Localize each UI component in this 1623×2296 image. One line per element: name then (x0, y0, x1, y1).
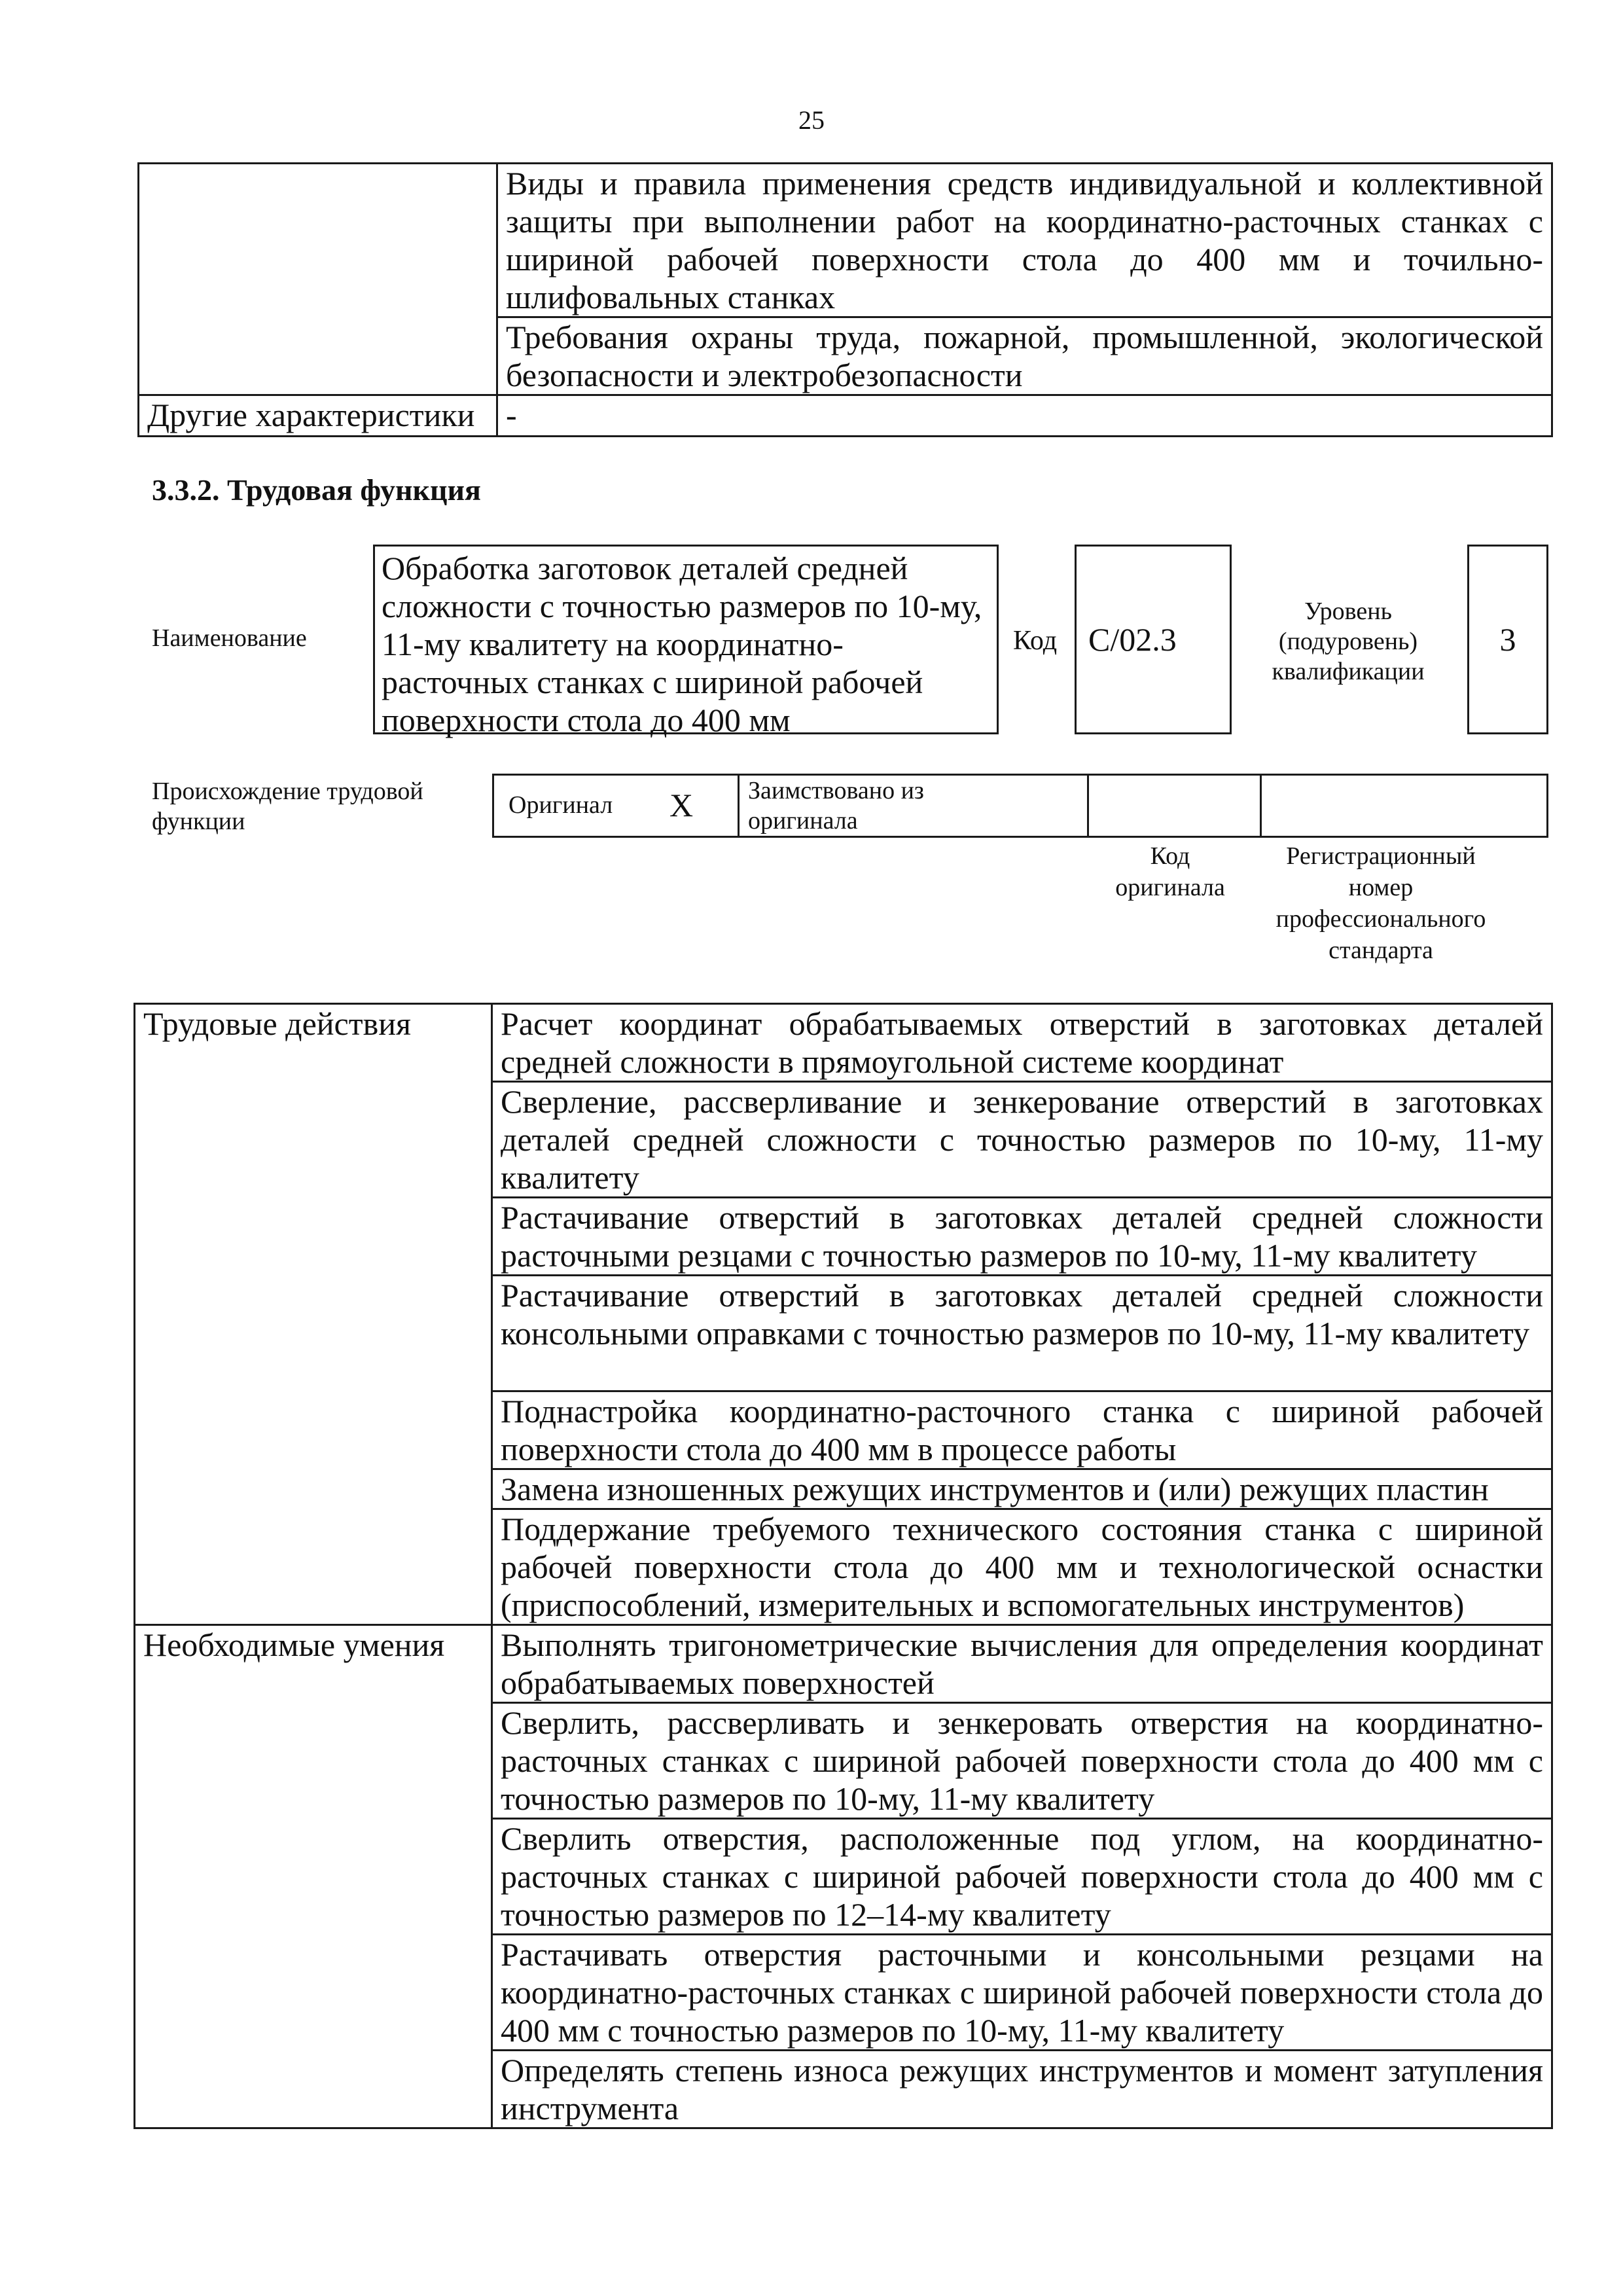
table-row (139, 395, 1552, 437)
name-value-box (373, 545, 999, 738)
reg-number-caption: Регистрационный номер профессионального стандарта (1275, 842, 1486, 964)
list-item: Замена изношенных режущих инструментов и (или) режущих пластин (492, 1469, 1552, 1509)
code-value-box (1075, 545, 1232, 734)
code-value: С/02.3 (1088, 621, 1177, 658)
list-item: Сверлить, рассверливать и зенкеровать отверстия на координатно-расточных станках с шириной рабочей поверхности стола до 400 мм с точностью размеров по 10-му, 11-му квалитету (492, 1703, 1552, 1819)
list-item: Растачивание отверстий в заготовках деталей средней сложности расточными резцами с точностью размеров по 10-му, 11-му квалитету (492, 1198, 1552, 1276)
name-value: Обработка заготовок деталей средней сложности с точностью размеров по 10-му, 11-му квалитету на координатно-расточных станках с шириной рабочей поверхности стола до 400 мм (382, 550, 982, 738)
list-item: Сверление, рассверливание и зенкерование отверстий в заготовках деталей средней сложности с точностью размеров по 10-му, 11-му квалитету (492, 1082, 1552, 1198)
list-item: Растачивание отверстий в заготовках деталей средней сложности консольными оправками с точностью размеров по 10-му, 11-му квалитету (492, 1276, 1552, 1391)
origin-label: Происхождение трудовой функции (152, 778, 423, 835)
page-number: 25 (798, 105, 825, 135)
table-row (135, 1625, 1552, 1703)
main-table (134, 1003, 1553, 2129)
top-table (137, 162, 1553, 437)
code-original-caption: Код оригинала (1115, 842, 1225, 901)
row-value: - (497, 395, 1552, 437)
section-heading: 3.3.2. Трудовая функция (152, 473, 481, 507)
table-row (139, 164, 1552, 317)
origin-row (492, 774, 1548, 838)
level-value: 3 (1499, 621, 1516, 658)
table-row (135, 1004, 1552, 1082)
list-item: Выполнять тригонометрические вычисления для определения координат обрабатываемых поверхностей (492, 1625, 1552, 1703)
list-item: Поддержание требуемого технического состояния станка с шириной рабочей поверхности стола до 400 мм и технологической оснастки (приспособлений, измерительных и вспомогательных инструментов) (492, 1509, 1552, 1625)
section-label: Трудовые действия (135, 1004, 492, 1625)
section-label: Необходимые умения (135, 1625, 492, 2128)
name-label: Наименование (152, 624, 307, 652)
row-label (139, 164, 497, 395)
original-mark: X (669, 787, 694, 823)
original-label: Оригинал (508, 791, 613, 819)
row-label: Другие характеристики (139, 395, 497, 437)
list-item: Определять степень износа режущих инструментов и момент затупления инструмента (492, 2051, 1552, 2128)
code-label: Код (1013, 626, 1058, 656)
list-item: Сверлить отверстия, расположенные под углом, на координатно-расточных станках с шириной рабочей поверхности стола до 400 мм с точностью размеров по 12–14-му квалитету (492, 1819, 1552, 1935)
level-label: Уровень (подуровень) квалификации (1272, 598, 1425, 685)
row-value: Требования охраны труда, пожарной, промышленной, экологической безопасности и электробезопасности (497, 317, 1552, 395)
row-value: Виды и правила применения средств индивидуальной и коллективной защиты при выполнении работ на координатно-расточных станках с шириной рабочей поверхности стола до 400 мм и точильно-шлифовальных станках (497, 164, 1552, 317)
list-item: Растачивать отверстия расточными и консольными резцами на координатно-расточных станках с шириной рабочей поверхности стола до 400 мм с точностью размеров по 10-му, 11-му квалитету (492, 1935, 1552, 2051)
borrowed-label: Заимствовано из оригинала (748, 777, 924, 834)
list-item: Расчет координат обрабатываемых отверстий в заготовках деталей средней сложности в прямоугольной системе координат (492, 1004, 1552, 1082)
level-value-box (1467, 545, 1548, 734)
list-item: Поднастройка координатно-расточного станка с шириной рабочей поверхности стола до 400 мм в процессе работы (492, 1391, 1552, 1469)
